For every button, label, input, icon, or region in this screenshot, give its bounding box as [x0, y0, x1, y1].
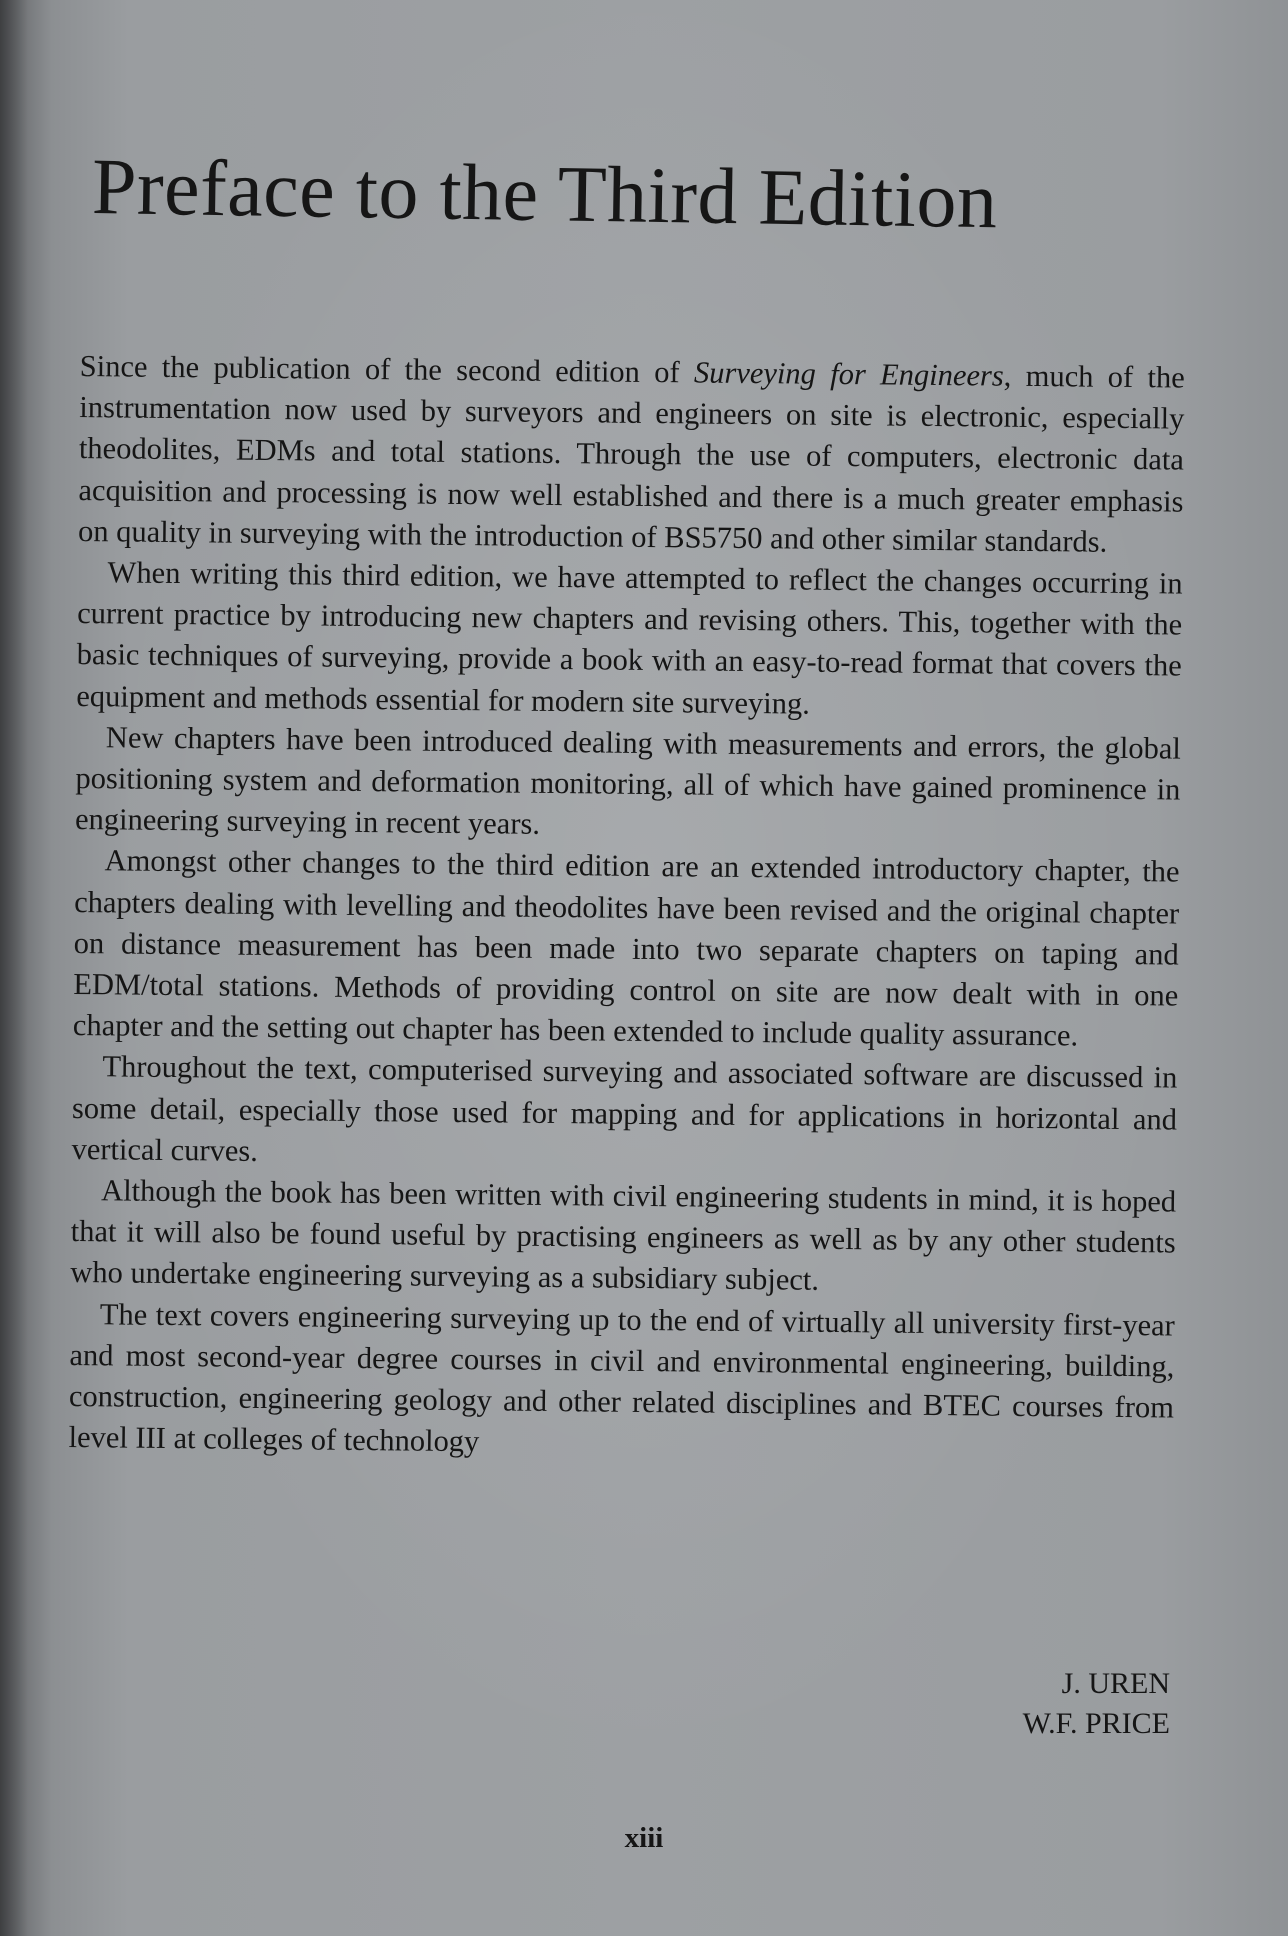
page-number: xiii — [624, 1822, 664, 1854]
paragraph-1 — [78, 346, 1185, 564]
paragraph-1-rest: , much of the instrumentation now used by surveyors and engineers on site is electronic, especially theodolites, EDMs and total stations. Through the use of computers, electronic data acquisition and processing is now well established and there is a much greater emphasis on quality in surveying with the introduction of BS5750 and other similar standards. — [77, 358, 1185, 559]
paragraph-3: New chapters have been introduced dealing with measurements and errors, the global positioning system and deformation monitoring, all of which have gained prominence in engineering surveying in recent years. — [74, 720, 1182, 842]
paragraph-1-start: Since the publication of the second edition of — [79, 348, 695, 390]
paragraph-7: The text covers engineering surveying up to the end of virtually all university first-year and most second-year degree courses in civil and environmental engineering, building, construction, engineering geology and other related disciplines and BTEC courses from level III at colleges of technology — [68, 1296, 1175, 1459]
book-title-italic: Surveying for Engineers — [693, 355, 1004, 393]
author-name: J. UREN — [1061, 1667, 1170, 1700]
author-name: W.F. PRICE — [1022, 1707, 1170, 1740]
paragraph-2: When writing this third edition, we have attempted to reflect the changes occurring in current practice by introducing new chapters and revising others. This, together with the basic techniques of surveying, provide a book with an easy-to-read format that covers the equipment and methods essential for modern site surveying. — [76, 555, 1183, 721]
paragraph-6: Although the book has been written with civil engineering students in mind, it is hoped that it will also be found useful by practising engineers as well as by any other students who undertake engineering surveying as a subsidiary subject. — [70, 1173, 1177, 1298]
author-signatures — [1023, 1664, 1170, 1744]
preface-body — [68, 346, 1185, 1470]
page-title: Preface to the Third Edition — [91, 143, 999, 246]
paragraph-5: Throughout the text, computerised surveying and associated software are discussed in some detail, especially those used for mapping and for applications in horizontal and vertical curves. — [71, 1049, 1178, 1168]
paragraph-4: Amongst other changes to the third edition are an extended introductory chapter, the chapters dealing with levelling and theodolites have been revised and the original chapter on distance measurement has been made into two separate chapters on taping and EDM/total stations. Methods of providing control on site are now dealt with in one chapter and the setting out chapter has been extended to include quality assurance. — [72, 843, 1180, 1053]
